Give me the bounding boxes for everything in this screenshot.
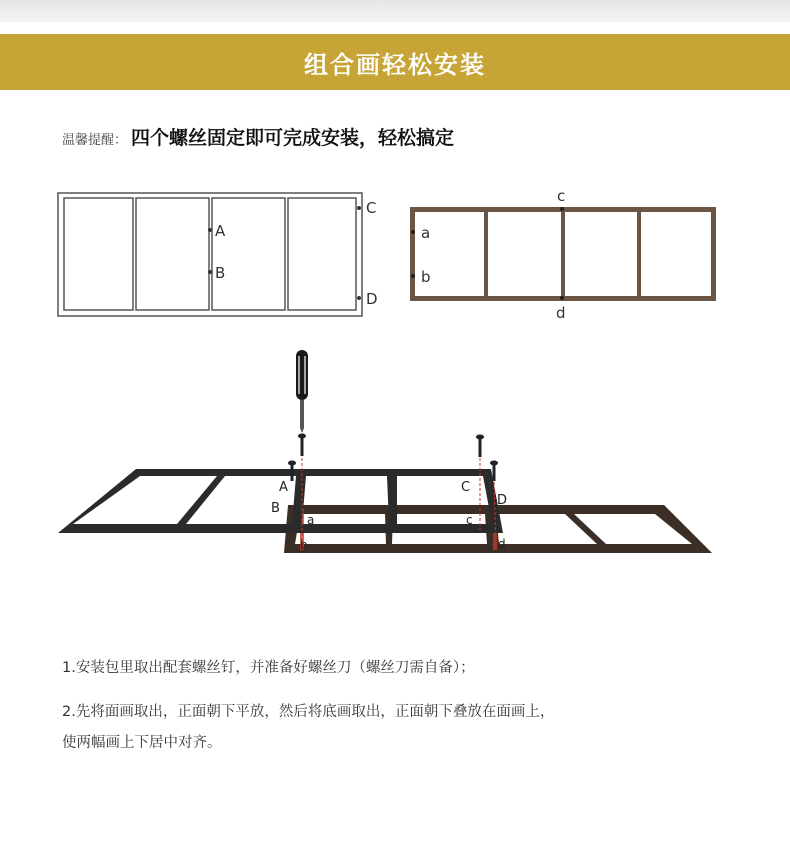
label-d: d [498, 537, 506, 551]
screw-point-a-lower [411, 230, 415, 234]
back-panel-diagram [410, 187, 716, 322]
screw-point-c-upper [357, 206, 361, 210]
step-2-text-line2: 使两幅画上下居中对齐。 [62, 735, 222, 751]
screw-point-d-upper [357, 296, 361, 300]
label-d: d [556, 304, 566, 322]
label-a: a [421, 224, 431, 242]
installation-diagram [0, 180, 790, 600]
label-a: a [307, 513, 315, 527]
front-panel-diagram [58, 193, 378, 316]
label-C: C [461, 480, 471, 495]
label-A: A [215, 222, 226, 240]
label-B: B [271, 501, 280, 516]
label-A: A [279, 480, 288, 495]
screw-point-a-upper [208, 228, 212, 232]
label-c: c [466, 513, 473, 527]
step-1-text: 1.安装包里取出配套螺丝钉，并准备好螺丝刀（螺丝刀需自备）； [62, 660, 475, 676]
label-B: B [215, 264, 226, 282]
screw-icon [476, 435, 484, 531]
tip-text: 四个螺丝固定即可完成安装，轻松搞定 [131, 127, 455, 149]
top-strip [0, 0, 790, 22]
label-b: b [421, 268, 431, 286]
front-frame-perspective [58, 469, 503, 533]
screw-point-b-upper [208, 270, 212, 274]
step-2-text-line1: 2.先将面画取出，正面朝下平放，然后将底画取出，正面朝下叠放在面画上， [62, 704, 555, 720]
label-D: D [497, 493, 508, 508]
screwdriver-icon [296, 350, 308, 433]
label-C: C [366, 199, 377, 217]
screw-point-d-lower [560, 296, 564, 300]
header-banner [0, 34, 790, 90]
label-c: c [557, 187, 566, 205]
screw-point-c-lower [560, 207, 564, 211]
tip-label: 温馨提醒： [62, 133, 128, 148]
screw-point-b-lower [411, 274, 415, 278]
tip-line [62, 123, 454, 149]
label-D: D [366, 290, 378, 308]
label-b: b [300, 538, 308, 552]
banner-title: 组合画轻松安装 [304, 50, 486, 79]
